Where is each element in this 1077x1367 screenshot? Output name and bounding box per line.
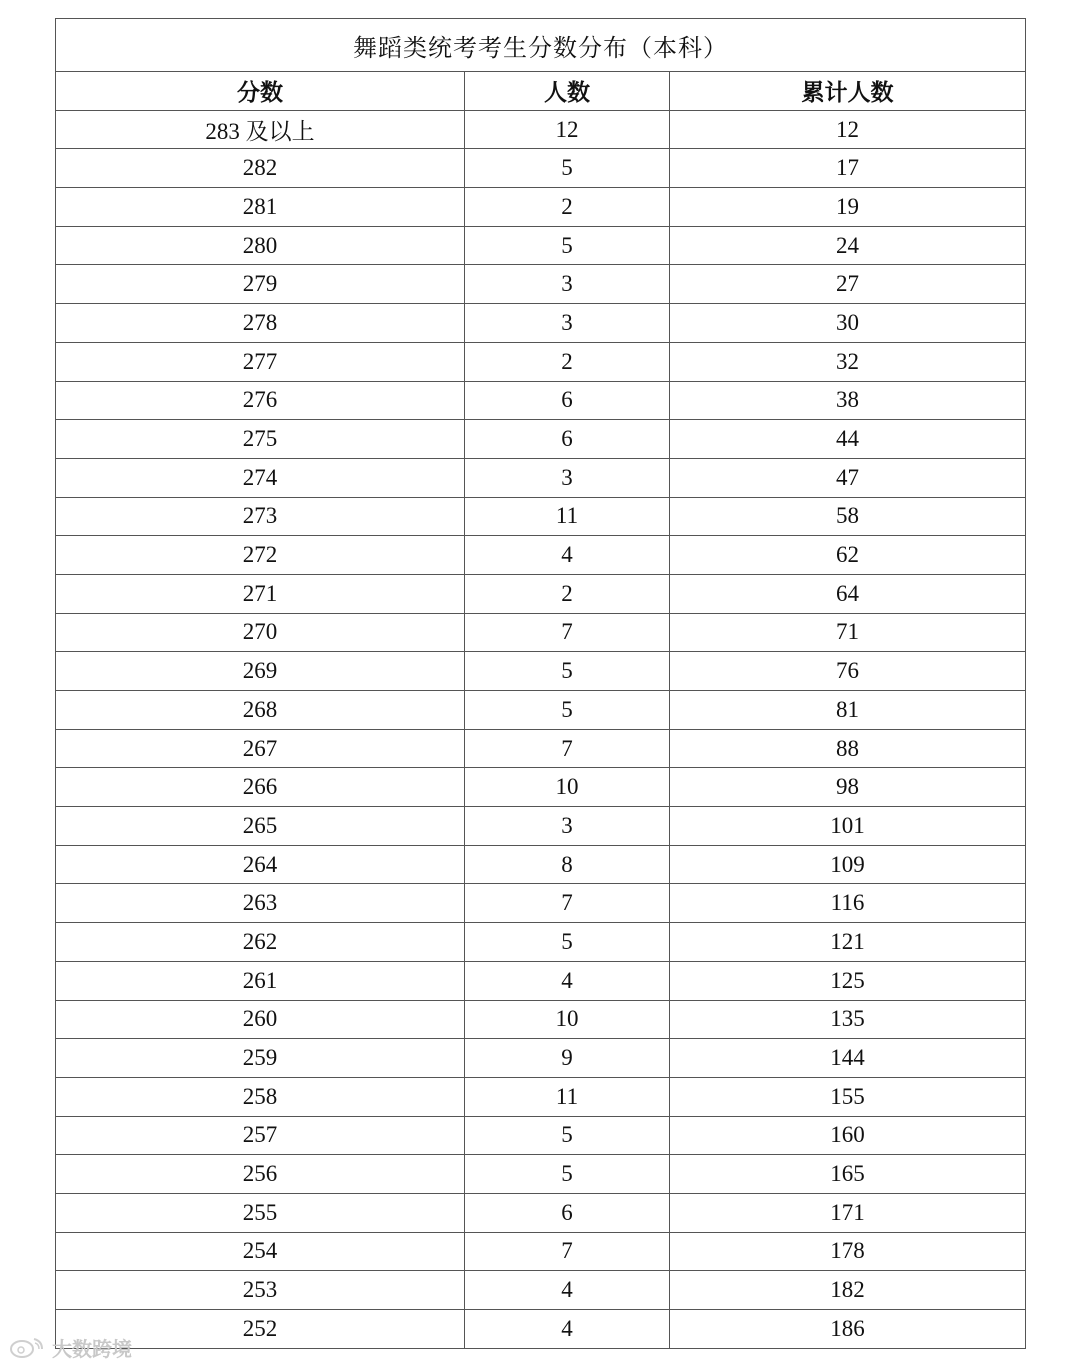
table-row: [56, 807, 1026, 846]
cell-count: 5: [465, 226, 670, 265]
watermark: [8, 1333, 132, 1361]
table-row: [56, 1155, 1026, 1194]
table-row: [56, 342, 1026, 381]
cell-cumulative: 81: [670, 691, 1026, 730]
cell-cumulative: 17: [670, 149, 1026, 188]
cell-count: 2: [465, 574, 670, 613]
weibo-logo-icon: [8, 1335, 48, 1359]
cell-score: 264: [56, 845, 465, 884]
cell-cumulative: 88: [670, 729, 1026, 768]
table-row: [56, 1116, 1026, 1155]
cell-count: 4: [465, 961, 670, 1000]
cell-cumulative: 144: [670, 1039, 1026, 1078]
cell-score: 275: [56, 420, 465, 459]
cell-score: 280: [56, 226, 465, 265]
cell-score: 262: [56, 923, 465, 962]
cell-score: 276: [56, 381, 465, 420]
cell-score: 270: [56, 613, 465, 652]
cell-score: 272: [56, 536, 465, 575]
cell-score: 281: [56, 188, 465, 227]
table-row: [56, 226, 1026, 265]
cell-score: 274: [56, 458, 465, 497]
cell-count: 8: [465, 845, 670, 884]
cell-score: 256: [56, 1155, 465, 1194]
cell-count: 9: [465, 1039, 670, 1078]
cell-count: 6: [465, 420, 670, 459]
cell-cumulative: 186: [670, 1310, 1026, 1349]
table-row: [56, 1232, 1026, 1271]
table-row: [56, 1310, 1026, 1349]
table-row: [56, 381, 1026, 420]
cell-score: 255: [56, 1193, 465, 1232]
cell-cumulative: 178: [670, 1232, 1026, 1271]
cell-cumulative: 27: [670, 265, 1026, 304]
cell-score: 283 及以上: [56, 110, 465, 149]
cell-count: 7: [465, 1232, 670, 1271]
cell-count: 6: [465, 381, 670, 420]
table-title: 舞蹈类统考考生分数分布（本科）: [56, 19, 1026, 72]
score-distribution-table: [55, 18, 1026, 1349]
table-row: [56, 768, 1026, 807]
cell-cumulative: 121: [670, 923, 1026, 962]
cell-count: 4: [465, 1271, 670, 1310]
cell-score: 268: [56, 691, 465, 730]
cell-count: 5: [465, 923, 670, 962]
cell-score: 253: [56, 1271, 465, 1310]
cell-count: 2: [465, 342, 670, 381]
header-count: 人数: [465, 72, 670, 111]
cell-count: 5: [465, 149, 670, 188]
cell-count: 5: [465, 1155, 670, 1194]
cell-score: 279: [56, 265, 465, 304]
cell-count: 3: [465, 458, 670, 497]
cell-cumulative: 32: [670, 342, 1026, 381]
cell-cumulative: 155: [670, 1077, 1026, 1116]
cell-cumulative: 30: [670, 304, 1026, 343]
header-score: 分数: [56, 72, 465, 111]
cell-cumulative: 101: [670, 807, 1026, 846]
cell-count: 6: [465, 1193, 670, 1232]
cell-score: 266: [56, 768, 465, 807]
cell-count: 3: [465, 807, 670, 846]
cell-score: 273: [56, 497, 465, 536]
table-header-row: [56, 72, 1026, 111]
cell-count: 11: [465, 497, 670, 536]
cell-cumulative: 125: [670, 961, 1026, 1000]
cell-cumulative: 12: [670, 110, 1026, 149]
cell-score: 263: [56, 884, 465, 923]
table-row: [56, 1193, 1026, 1232]
cell-count: 4: [465, 536, 670, 575]
table-row: [56, 845, 1026, 884]
cell-count: 2: [465, 188, 670, 227]
cell-cumulative: 64: [670, 574, 1026, 613]
cell-count: 10: [465, 768, 670, 807]
cell-count: 5: [465, 1116, 670, 1155]
cell-score: 265: [56, 807, 465, 846]
cell-score: 282: [56, 149, 465, 188]
table-row: [56, 536, 1026, 575]
cell-count: 5: [465, 652, 670, 691]
cell-score: 267: [56, 729, 465, 768]
table-row: [56, 613, 1026, 652]
table-row: [56, 149, 1026, 188]
table-row: [56, 1271, 1026, 1310]
cell-cumulative: 24: [670, 226, 1026, 265]
cell-count: 12: [465, 110, 670, 149]
cell-cumulative: 171: [670, 1193, 1026, 1232]
cell-score: 277: [56, 342, 465, 381]
cell-score: 269: [56, 652, 465, 691]
table-row: [56, 961, 1026, 1000]
cell-cumulative: 98: [670, 768, 1026, 807]
cell-cumulative: 58: [670, 497, 1026, 536]
cell-count: 10: [465, 1000, 670, 1039]
cell-cumulative: 19: [670, 188, 1026, 227]
table-body: [56, 110, 1026, 1348]
cell-cumulative: 71: [670, 613, 1026, 652]
cell-score: 254: [56, 1232, 465, 1271]
cell-score: 257: [56, 1116, 465, 1155]
table-row: [56, 458, 1026, 497]
cell-cumulative: 47: [670, 458, 1026, 497]
cell-count: 11: [465, 1077, 670, 1116]
table-row: [56, 691, 1026, 730]
table-row: [56, 188, 1026, 227]
cell-count: 4: [465, 1310, 670, 1349]
cell-count: 7: [465, 613, 670, 652]
cell-count: 3: [465, 265, 670, 304]
cell-cumulative: 116: [670, 884, 1026, 923]
table-row: [56, 420, 1026, 459]
cell-score: 252: [56, 1310, 465, 1349]
cell-cumulative: 62: [670, 536, 1026, 575]
table-row: [56, 1077, 1026, 1116]
cell-cumulative: 182: [670, 1271, 1026, 1310]
cell-cumulative: 160: [670, 1116, 1026, 1155]
cell-cumulative: 76: [670, 652, 1026, 691]
cell-cumulative: 38: [670, 381, 1026, 420]
table-row: [56, 1000, 1026, 1039]
table-row: [56, 923, 1026, 962]
table-title-row: [56, 19, 1026, 72]
table-row: [56, 265, 1026, 304]
cell-count: 7: [465, 884, 670, 923]
table-row: [56, 652, 1026, 691]
cell-cumulative: 165: [670, 1155, 1026, 1194]
table-row: [56, 110, 1026, 149]
cell-cumulative: 44: [670, 420, 1026, 459]
cell-score: 260: [56, 1000, 465, 1039]
cell-cumulative: 135: [670, 1000, 1026, 1039]
cell-score: 261: [56, 961, 465, 1000]
cell-count: 5: [465, 691, 670, 730]
table-row: [56, 574, 1026, 613]
cell-score: 259: [56, 1039, 465, 1078]
cell-count: 3: [465, 304, 670, 343]
table-row: [56, 884, 1026, 923]
table-row: [56, 729, 1026, 768]
header-cumulative: 累计人数: [670, 72, 1026, 111]
cell-score: 271: [56, 574, 465, 613]
table-row: [56, 497, 1026, 536]
cell-score: 278: [56, 304, 465, 343]
table-row: [56, 1039, 1026, 1078]
cell-count: 7: [465, 729, 670, 768]
cell-score: 258: [56, 1077, 465, 1116]
cell-cumulative: 109: [670, 845, 1026, 884]
table-row: [56, 304, 1026, 343]
watermark-text: 大数跨境: [52, 1336, 132, 1361]
